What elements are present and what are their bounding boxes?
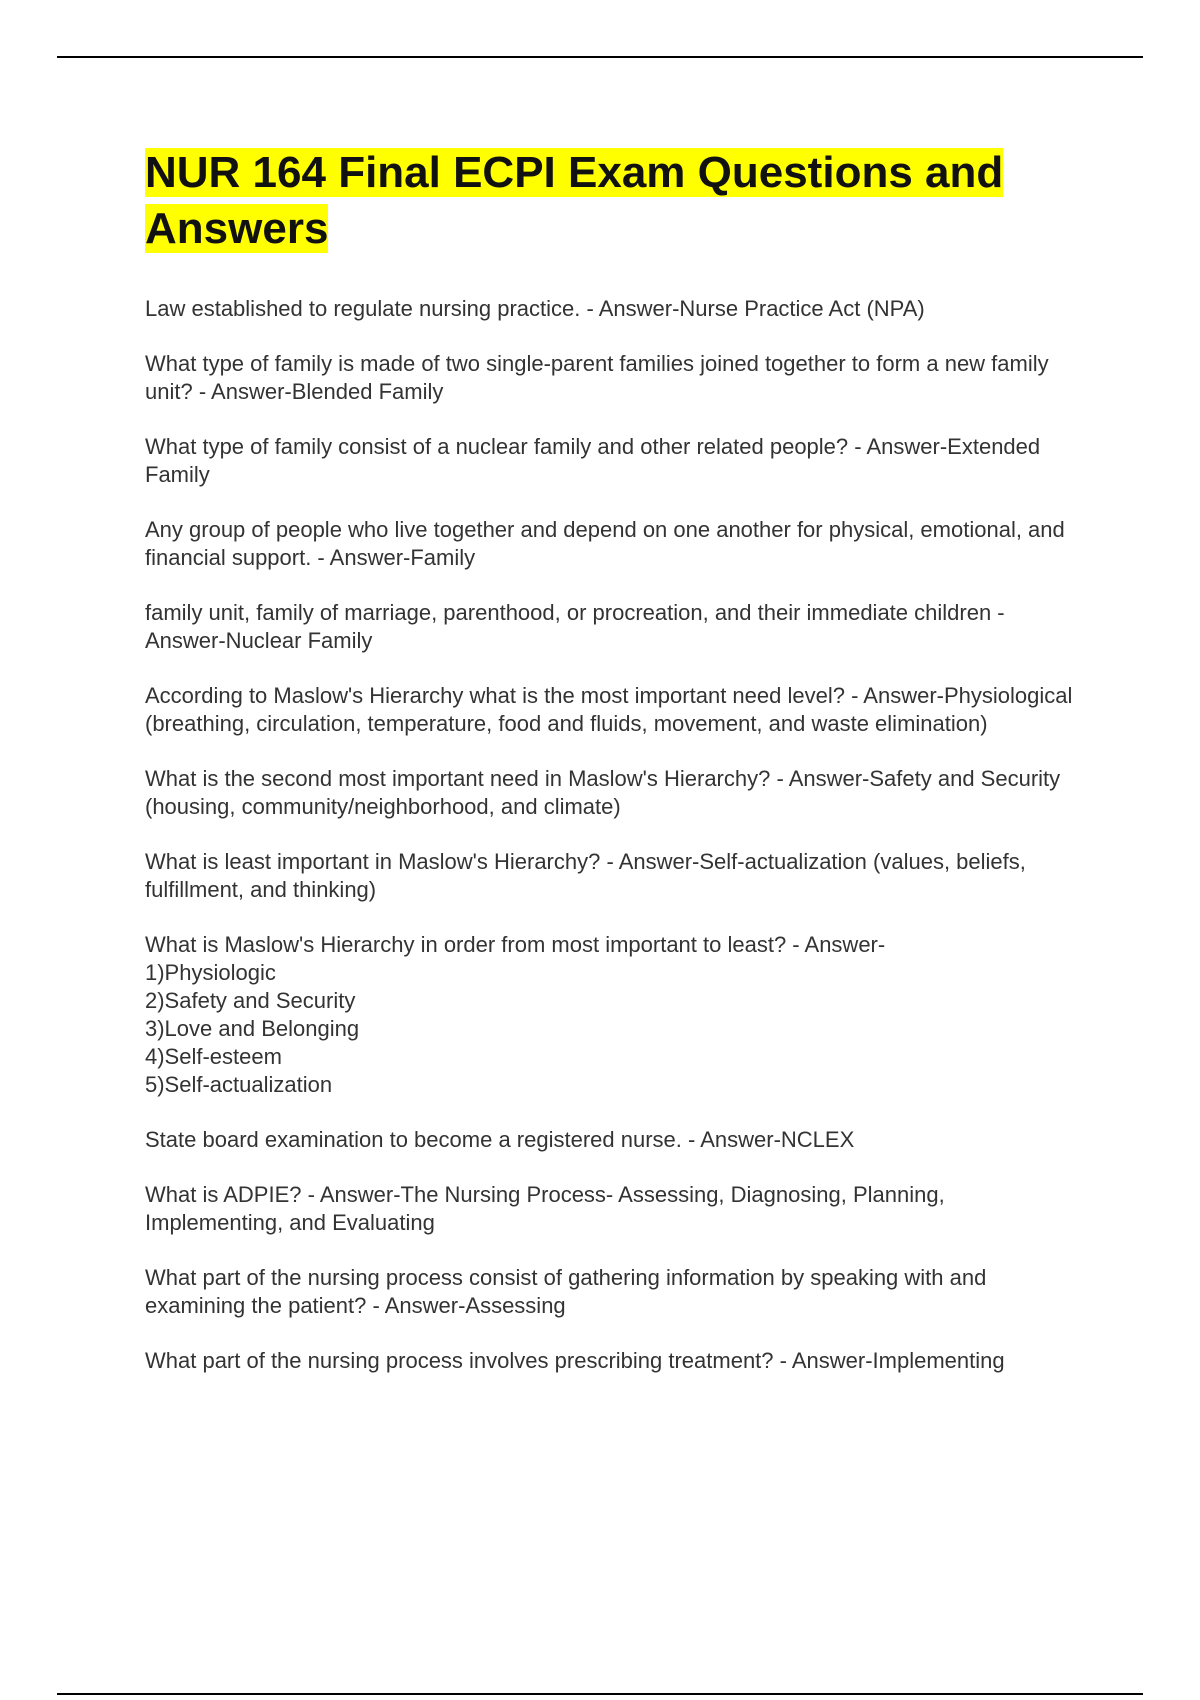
qa-list-line: What is Maslow's Hierarchy in order from most important to least? - Answer-: [145, 932, 886, 957]
qa-item: According to Maslow's Hierarchy what is the most important need level? - Answer-Physiological (breathing, circulation, temperature, food and fluids, movement, and waste elimination): [145, 683, 1073, 736]
document-body: [145, 145, 1085, 1402]
qa-item: What is least important in Maslow's Hierarchy? - Answer-Self-actualization (values, beliefs, fulfillment, and thinking): [145, 849, 1026, 902]
qa-list-line: 4)Self-esteem: [145, 1044, 282, 1069]
qa-item: What part of the nursing process consist of gathering information by speaking with and examining the patient? - Answer-Assessing: [145, 1265, 987, 1318]
qa-list-line: 3)Love and Belonging: [145, 1016, 360, 1041]
qa-list-line: 5)Self-actualization: [145, 1072, 333, 1097]
qa-list: [145, 295, 1085, 1375]
qa-item: State board examination to become a registered nurse. - Answer-NCLEX: [145, 1127, 855, 1152]
qa-item: What is the second most important need in Maslow's Hierarchy? - Answer-Safety and Security (housing, community/neighborhood, and climate): [145, 766, 1061, 819]
document-title-highlight: NUR 164 Final ECPI Exam Questions and Answers: [145, 148, 1004, 253]
document-title: [145, 145, 1085, 257]
qa-item: What is ADPIE? - Answer-The Nursing Process- Assessing, Diagnosing, Planning, Implementing, and Evaluating: [145, 1182, 945, 1235]
qa-item: What part of the nursing process involves prescribing treatment? - Answer-Implementing: [145, 1348, 1005, 1373]
qa-item: Law established to regulate nursing practice. - Answer-Nurse Practice Act (NPA): [145, 296, 925, 321]
qa-item-list: [145, 931, 1085, 1099]
qa-item: What type of family consist of a nuclear family and other related people? - Answer-Extended Family: [145, 434, 1041, 487]
footer-rule: [57, 1693, 1143, 1695]
header-rule: [57, 56, 1143, 58]
qa-item: family unit, family of marriage, parenthood, or procreation, and their immediate children - Answer-Nuclear Family: [145, 600, 1005, 653]
qa-item: What type of family is made of two single-parent families joined together to form a new family unit? - Answer-Blended Family: [145, 351, 1049, 404]
qa-list-line: 1)Physiologic: [145, 960, 276, 985]
qa-list-line: 2)Safety and Security: [145, 988, 356, 1013]
qa-item: Any group of people who live together and depend on one another for physical, emotional, and financial support. - Answer-Family: [145, 517, 1065, 570]
